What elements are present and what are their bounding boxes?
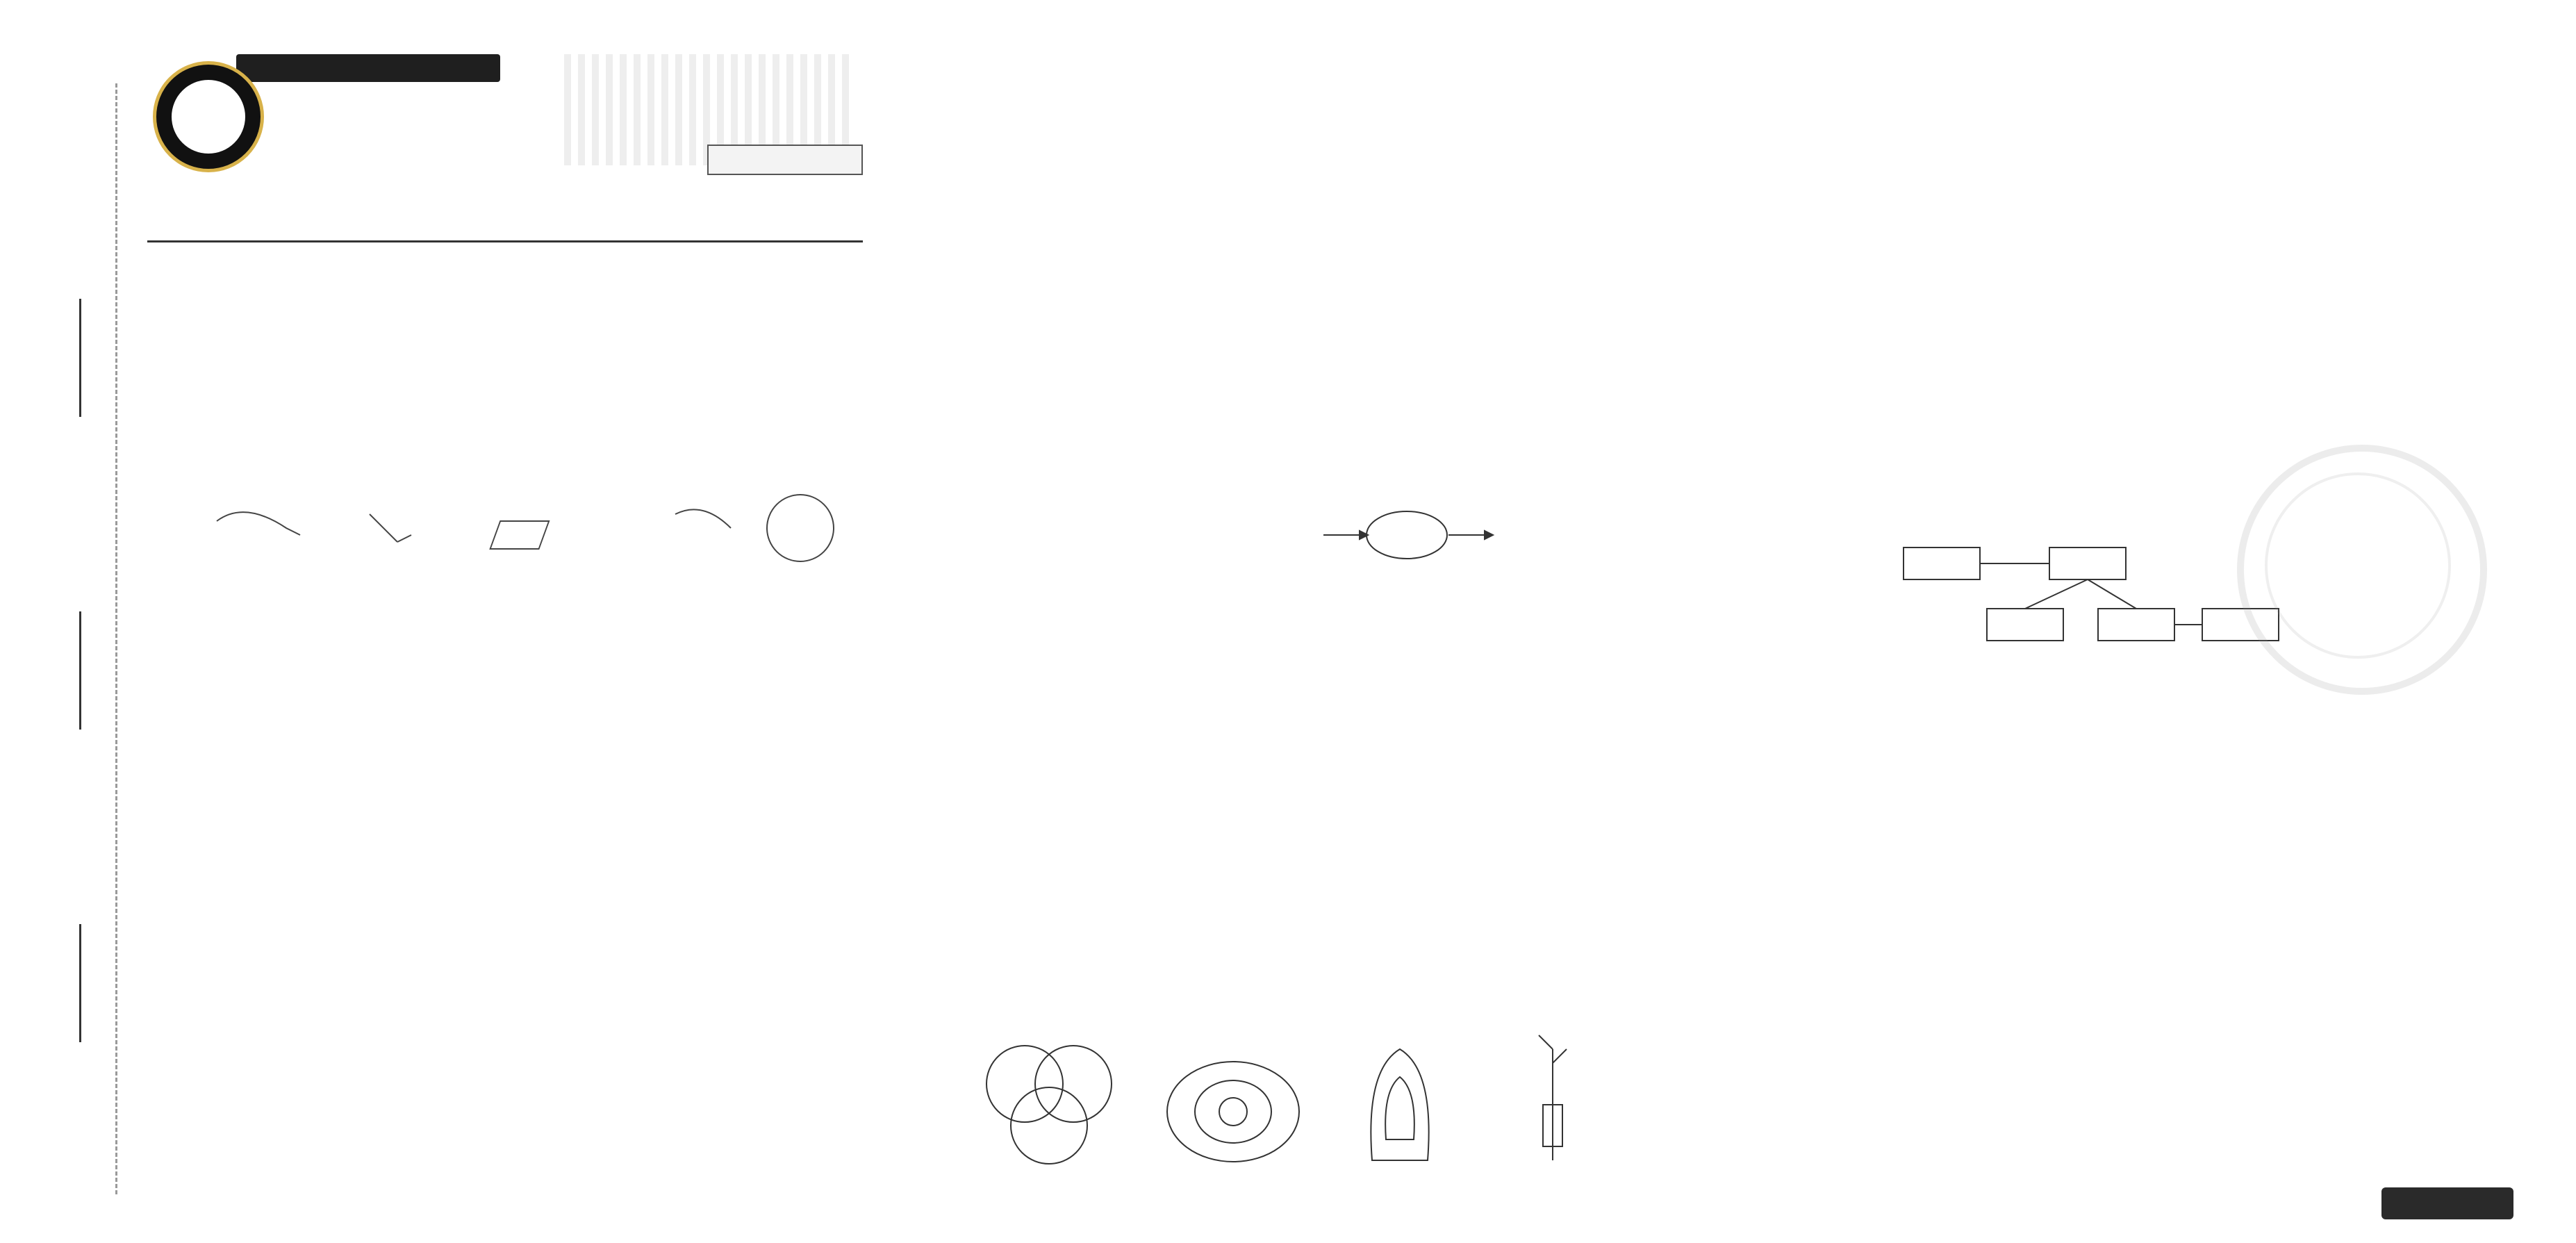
seal-line xyxy=(115,83,117,1194)
section-heading xyxy=(147,250,863,278)
question-block xyxy=(927,76,1706,785)
question-block xyxy=(147,285,863,493)
school-field[interactable] xyxy=(49,924,81,1042)
name-field[interactable] xyxy=(49,299,81,417)
question-block xyxy=(147,598,863,1181)
edition-badge xyxy=(2381,1187,2513,1219)
q9-figure xyxy=(1316,500,1497,570)
binding-strip xyxy=(0,0,139,1243)
q2-figure xyxy=(189,479,856,591)
publisher-logo xyxy=(153,61,264,172)
exam-header xyxy=(147,49,863,181)
class-field[interactable] xyxy=(49,611,81,730)
page-1 xyxy=(147,49,863,1181)
q16-figure xyxy=(1897,535,2286,653)
question-block xyxy=(1751,660,2508,1167)
page-number xyxy=(401,1160,609,1181)
answer-reference xyxy=(707,145,863,175)
exam-title xyxy=(271,93,771,132)
page-number xyxy=(1212,1160,1421,1181)
series-tag xyxy=(236,54,500,82)
question-block xyxy=(927,785,1706,1028)
header-divider xyxy=(147,240,863,242)
publisher-watermark xyxy=(2237,445,2487,695)
page-2 xyxy=(927,49,1706,1181)
page-number xyxy=(2025,1160,2234,1181)
score-note xyxy=(147,213,863,233)
subject-title xyxy=(467,132,606,174)
